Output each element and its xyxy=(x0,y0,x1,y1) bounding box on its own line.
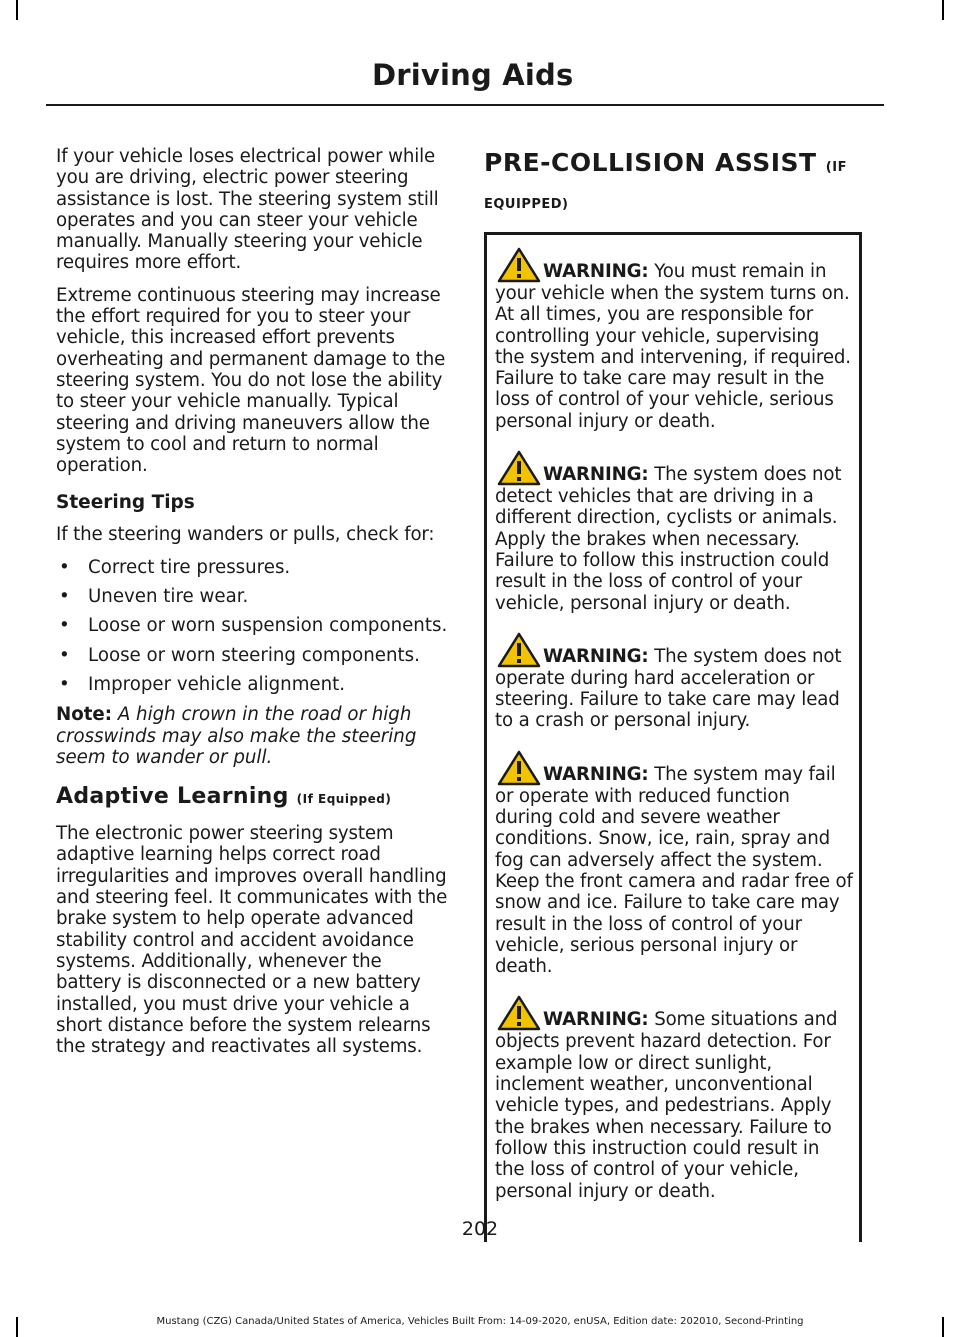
warning-label: WARNING: xyxy=(543,763,649,785)
warning-text: You must remain in your vehicle when the system turns on. At all times, you are responsible for controlling your vehicle, supervising the system and intervening, if required. Failure to take care may result in the loss of control of your vehicle, serious personal injury or death. xyxy=(495,261,851,432)
list-item: • Uneven tire wear. xyxy=(59,586,249,608)
crop-mark xyxy=(16,0,18,20)
warnings-box xyxy=(484,232,862,1242)
warning-item xyxy=(495,247,853,432)
list-item: • Loose or worn steering components. xyxy=(59,644,420,666)
page-title: Driving Aids xyxy=(372,58,574,92)
adaptive-learning-heading: Adaptive Learning (If Equipped) xyxy=(56,784,392,810)
bullet-icon: • xyxy=(59,586,70,608)
bullet-icon: • xyxy=(59,644,70,666)
bullet-icon: • xyxy=(59,615,70,637)
warning-triangle-icon xyxy=(497,995,541,1031)
warning-item xyxy=(495,995,853,1201)
crop-mark xyxy=(942,0,944,20)
right-column xyxy=(484,146,876,1202)
warning-triangle-icon xyxy=(497,632,541,668)
warning-item xyxy=(495,632,853,732)
note xyxy=(56,704,448,768)
warning-label: WARNING: xyxy=(543,1009,649,1031)
bullet-icon: • xyxy=(59,556,70,578)
warning-triangle-icon xyxy=(497,247,541,283)
paragraph: Extreme continuous steering may increase the effort required for you to steer your vehicle, this increased effort prevents overheating and permanent damage to the steering system. You do not lose the ability to steer your vehicle manually. Typical steering and driving maneuvers allow the system to cool and return to normal operation. xyxy=(56,284,446,477)
list-item: • Loose or worn suspension components. xyxy=(59,615,448,637)
page-number: 202 xyxy=(461,1218,499,1240)
warning-label: WARNING: xyxy=(543,464,649,486)
footer-text: Mustang (CZG) Canada/United States of America, Vehicles Built From: 14-09-2020, enUSA, Edition date: 202010, Second-Printing xyxy=(156,1316,804,1327)
left-column xyxy=(56,146,448,1068)
note-text: A high crown in the road or high crosswinds may also make the steering seem to wander or pull. xyxy=(56,704,417,768)
warning-triangle-icon xyxy=(497,450,541,486)
list-item: • Correct tire pressures. xyxy=(59,556,291,578)
note-label: Note: xyxy=(56,704,113,726)
warning-text: The system may fail or operate with reduced function during cold and severe weather conditions. Snow, ice, rain, spray and fog can adversely affect the system. Keep the front camera and radar free of snow and ice. Failure to take care may result in the loss of control of your vehicle, serious personal injury or death. xyxy=(495,763,853,978)
paragraph: If the steering wanders or pulls, check for: xyxy=(56,524,435,546)
warning-text: The system does not detect vehicles that are driving in a different direction, cyclists or animals. Apply the brakes when necessary. Failure to follow this instruction could result in the loss of control of your vehicle, personal injury or death. xyxy=(495,464,842,614)
paragraph: If your vehicle loses electrical power while you are driving, electric power steering assistance is lost. The steering system still operates and you can steer your vehicle manually. Manually steering your vehicle requires more effort. xyxy=(56,146,439,274)
pre-collision-heading: PRE-COLLISION ASSIST (IF xyxy=(484,148,847,177)
warning-item xyxy=(495,450,853,614)
warning-item xyxy=(495,750,853,978)
steering-tips-list xyxy=(56,557,448,695)
steering-tips-heading: Steering Tips xyxy=(56,492,195,514)
list-item: • Improper vehicle alignment. xyxy=(59,673,346,695)
paragraph: The electronic power steering system adaptive learning helps correct road irregularities and improves overall handling and steering feel. It communicates with the brake system to help operate advanced stability control and accident avoidance systems. Additionally, whenever the battery is disconnected or a new battery installed, you must drive your vehicle a short distance before the system relearns the strategy and reactivates all systems. xyxy=(56,823,448,1058)
header-divider xyxy=(46,104,884,106)
warning-label: WARNING: xyxy=(543,645,649,667)
warning-text: The system does not operate during hard acceleration or steering. Failure to take care may lead to a crash or personal injury. xyxy=(495,645,842,732)
warning-triangle-icon xyxy=(497,750,541,786)
pre-collision-heading-continued: EQUIPPED) xyxy=(484,197,569,212)
warning-label: WARNING: xyxy=(543,261,649,282)
warning-text: Some situations and objects prevent hazard detection. For example low or direct sunlight, inclement weather, unconventional vehicle types, and pedestrians. Apply the brakes when necessary. Failure to follow this instruction could result in the loss of control of your vehicle, personal injury or death. xyxy=(495,1009,838,1202)
bullet-icon: • xyxy=(59,673,70,695)
